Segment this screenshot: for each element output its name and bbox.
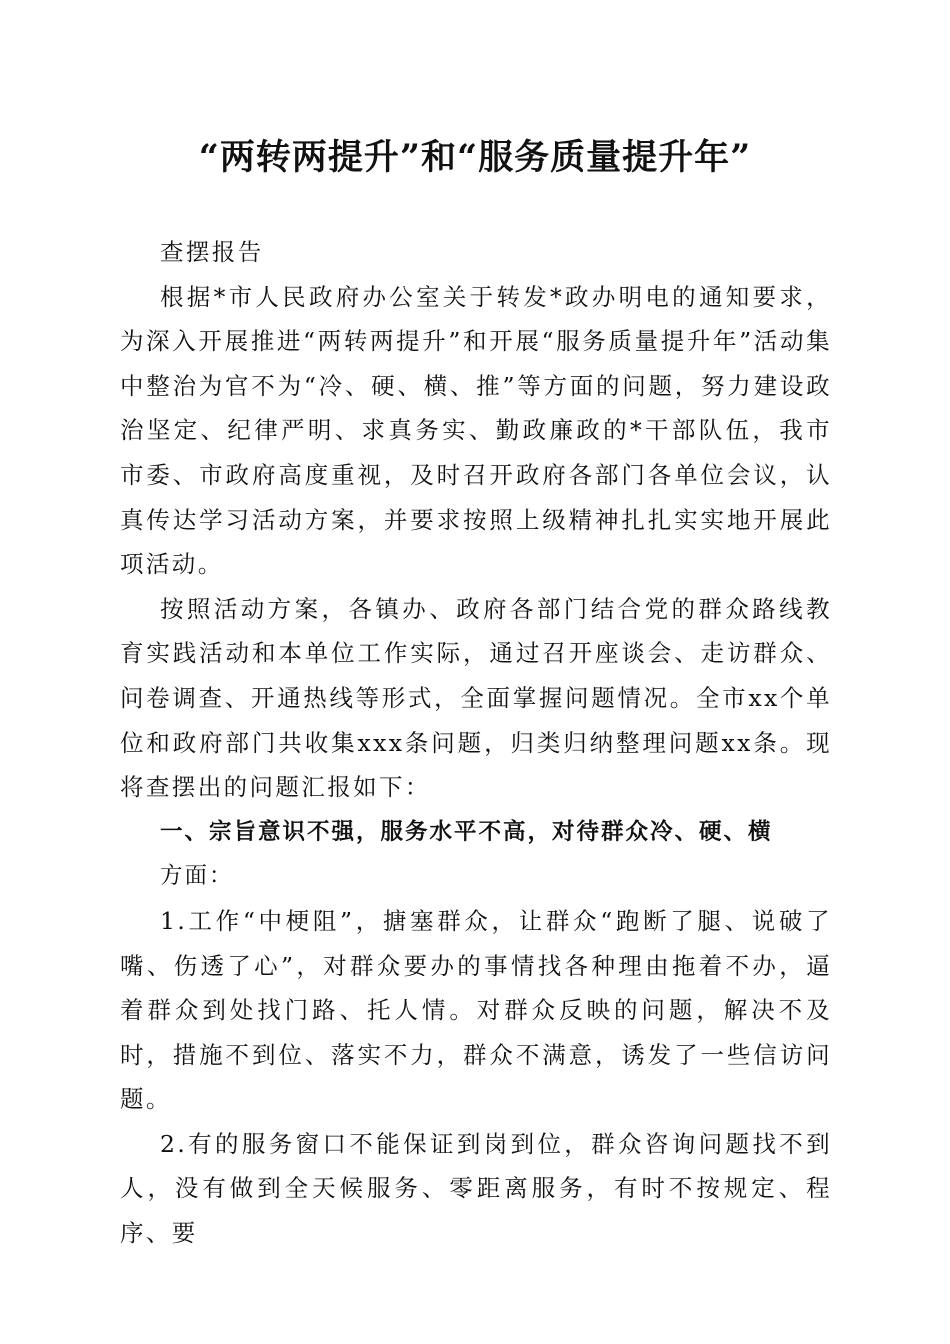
document-subtitle: 查摆报告 xyxy=(160,238,264,266)
document-body xyxy=(120,230,832,1256)
section-heading: 一、宗旨意识不强，服务水平不高，对待群众冷、硬、横 xyxy=(160,818,773,845)
list-item-1: 1.工作“中梗阻”，搪塞群众，让群众“跑断了腿、说破了嘴、伤透了心”，对群众要办的事情找各种理由拖着不办，逼着群众到处找门路、托人情。对群众反映的问题，解决不及时，措施不到位、落实不力，群众不满意，诱发了一些信访问题。 xyxy=(120,906,832,1114)
paragraph-activity: 按照活动方案，各镇办、政府各部门结合党的群众路线教育实践活动和本单位工作实际，通过召开座谈会、走访群众、问卷调查、开通热线等形式，全面掌握问题情况。全市xx个单位和政府部门共收集xxx条问题，归类归纳整理问题xx条。现将查摆出的问题汇报如下： xyxy=(120,594,832,802)
section-heading-continuation: 方面： xyxy=(160,863,234,890)
list-item-2: 2.有的服务窗口不能保证到岗到位，群众咨询问题找不到人，没有做到全天候服务、零距离服务，有时不按规定、程序、要 xyxy=(120,1129,832,1248)
document-title: “两转两提升”和“服务质量提升年” xyxy=(198,137,752,178)
paragraph-intro: 根据*市人民政府办公室关于转发*政办明电的通知要求，为深入开展推进“两转两提升”和开展“服务质量提升年”活动集中整治为官不为“冷、硬、横、推”等方面的问题，努力建设政治坚定、纪律严明、求真务实、勤政廉政的*干部队伍，我市市委、市政府高度重视，及时召开政府各部门各单位会议，认真传达学习活动方案，并要求按照上级精神扎扎实实地开展此项活动。 xyxy=(120,282,832,579)
